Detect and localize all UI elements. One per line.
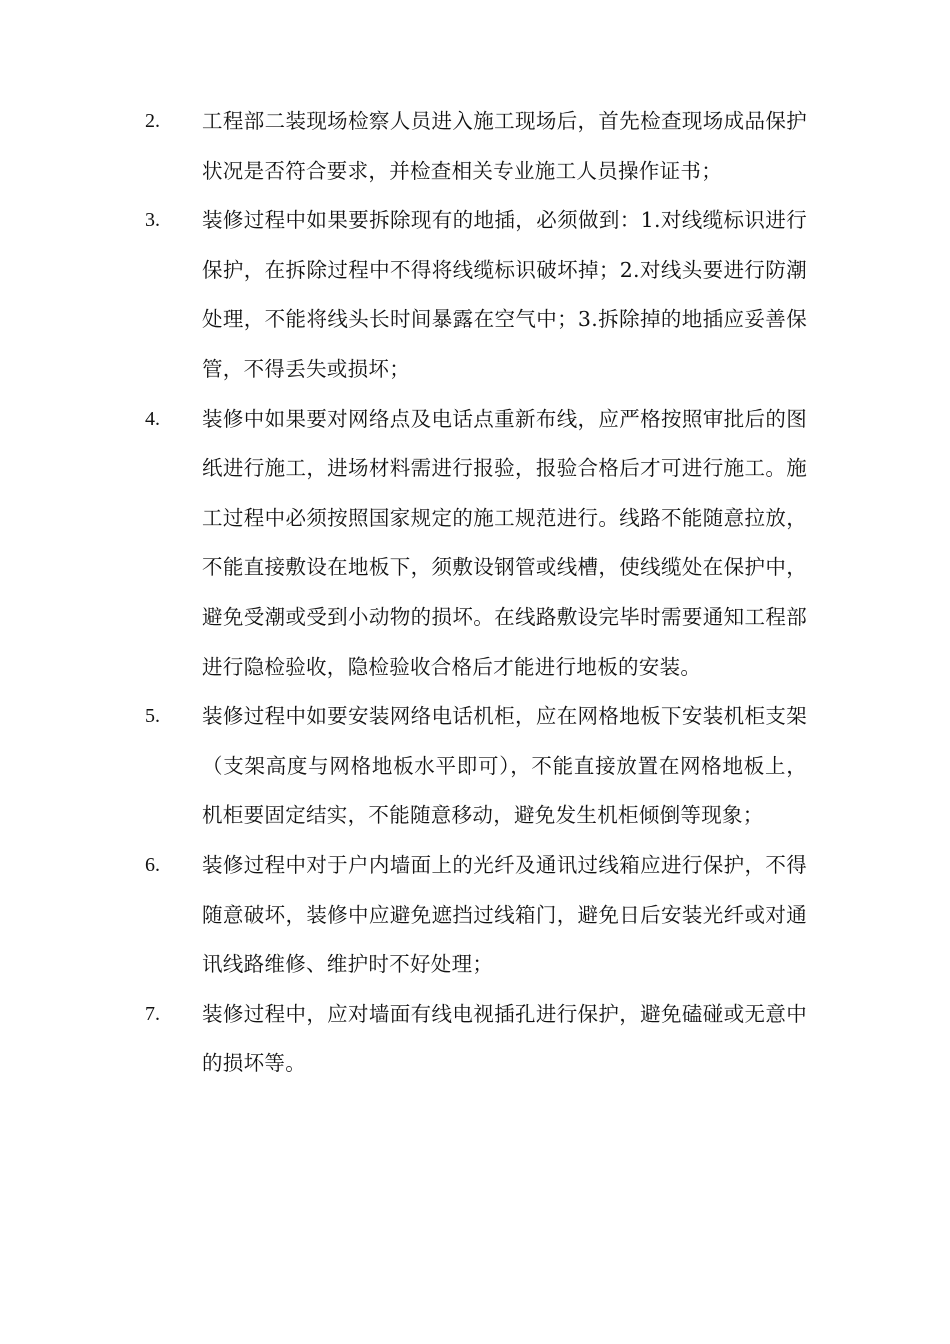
item-text: 装修过程中如果要拆除现有的地插，必须做到：1.对线缆标识进行保护，在拆除过程中不得将线缆标识破坏掉；2.对线头要进行防潮处理，不能将线头长时间暴露在空气中；3.拆除掉的地插应妥善保管，不得丢失或损坏；: [202, 208, 807, 381]
item-text: 工程部二装现场检察人员进入施工现场后，首先检查现场成品保护状况是否符合要求，并检查相关专业施工人员操作证书；: [202, 109, 807, 183]
list-item: [145, 841, 815, 990]
item-text: 装修过程中，应对墙面有线电视插孔进行保护，避免磕碰或无意中的损坏等。: [202, 1001, 807, 1076]
numbered-list: [145, 97, 815, 1089]
item-text: 装修过程中对于户内墙面上的光纤及通讯过线箱应进行保护，不得随意破坏，装修中应避免遮挡过线箱门，避免日后安装光纤或对通讯线路维修、维护时不好处理；: [202, 852, 807, 977]
list-item: [145, 196, 815, 394]
item-number: 6.: [145, 853, 160, 876]
item-number: 7.: [145, 1002, 160, 1025]
item-number: 4.: [145, 407, 160, 430]
item-number: 3.: [145, 209, 160, 232]
item-number: 5.: [145, 705, 160, 728]
item-text: 装修中如果要对网络点及电话点重新布线，应严格按照审批后的图纸进行施工，进场材料需进行报验，报验合格后才可进行施工。施工过程中必须按照国家规定的施工规范进行。线路不能随意拉放，不能直接敷设在地板下，须敷设钢管或线槽，使线缆处在保护中，避免受潮或受到小动物的损坏。在线路敷设完毕时需要通知工程部进行隐检验收，隐检验收合格后才能进行地板的安装。: [202, 406, 807, 679]
item-number: 2.: [145, 110, 160, 132]
list-item: [145, 395, 815, 693]
list-item: [145, 692, 815, 841]
item-text: 装修过程中如要安装网络电话机柜，应在网格地板下安装机柜支架（支架高度与网格地板水平即可），不能直接放置在网格地板上，机柜要固定结实，不能随意移动，避免发生机柜倾倒等现象；: [202, 704, 807, 828]
list-item: [145, 990, 815, 1089]
list-item: [145, 97, 815, 196]
